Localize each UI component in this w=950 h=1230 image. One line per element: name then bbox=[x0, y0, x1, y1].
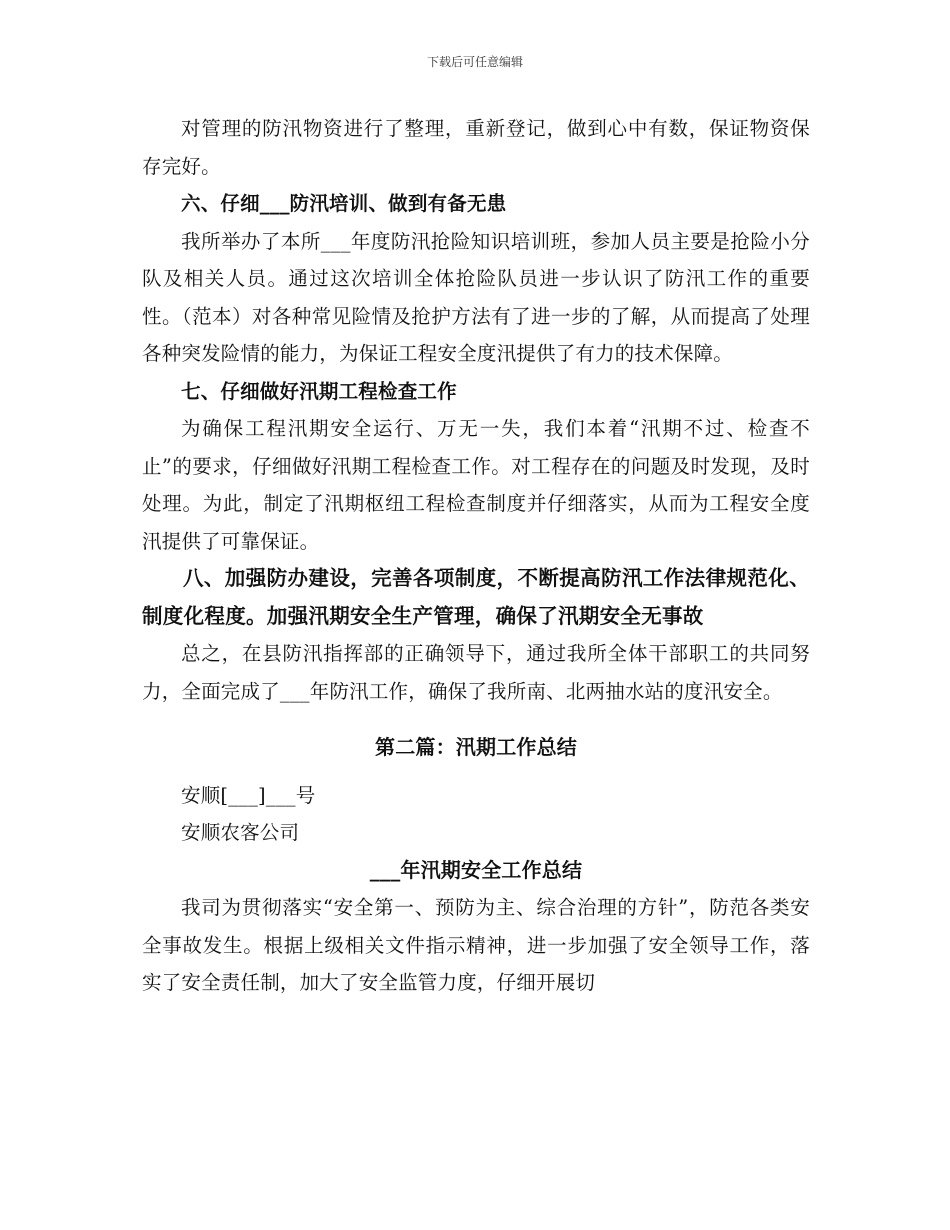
report-title: ___年汛期安全工作总结 bbox=[369, 857, 583, 882]
document-number: 安顺[___]___号 bbox=[181, 783, 316, 807]
paragraph-materials: 对管理的防汛物资进行了整理，重新登记，做到心中有数，保证物资保存完好。 bbox=[142, 117, 810, 178]
page-header: 下载后可任意编辑 bbox=[426, 55, 523, 69]
paragraph-training: 我所举办了本所___年度防汛抢险知识培训班，参加人员主要是抢险小分队及相关人员。通过这次培训全体抢险队员进一步认识了防汛工作的重要性。（范本）对各种常见险情及抢护方法有了进一步的了解，从而提高了处理各种突发险情的能力，为保证工程安全度汛提供了有力的技术保障。 bbox=[142, 229, 810, 365]
paragraph-inspection: 为确保工程汛期安全运行、万无一失，我们本着“汛期不过、检查不止”的要求，仔细做好汛期工程检查工作。对工程存在的问题及时发现，及时处理。为此，制定了汛期枢纽工程检查制度并仔细落实，从而为工程安全度汛提供了可靠保证。 bbox=[142, 417, 810, 553]
heading-seven: 七、仔细做好汛期工程检查工作 bbox=[181, 379, 457, 403]
section-title: 第二篇：汛期工作总结 bbox=[375, 735, 577, 759]
paragraph-conclusion: 总之，在县防汛指挥部的正确领导下，通过我所全体干部职工的共同努力，全面完成了___年防汛工作，确保了我所南、北两抽水站的度汛安全。 bbox=[142, 642, 810, 703]
paragraph-intro: 我司为贯彻落实“安全第一、预防为主、综合治理的方针”，防范各类安全事故发生。根据上级相关文件指示精神，进一步加强了安全领导工作，落实了安全责任制，加大了安全监管力度，仔细开展切 bbox=[142, 896, 810, 994]
heading-six: 六、仔细___防汛培训、做到有备无患 bbox=[181, 192, 507, 215]
document-body bbox=[142, 110, 810, 1002]
company-name: 安顺农客公司 bbox=[181, 821, 300, 844]
heading-eight: 八、加强防办建设，完善各项制度，不断提高防汛工作法律规范化、制度化程度。加强汛期安全生产管理，确保了汛期安全无事故 bbox=[142, 566, 810, 628]
